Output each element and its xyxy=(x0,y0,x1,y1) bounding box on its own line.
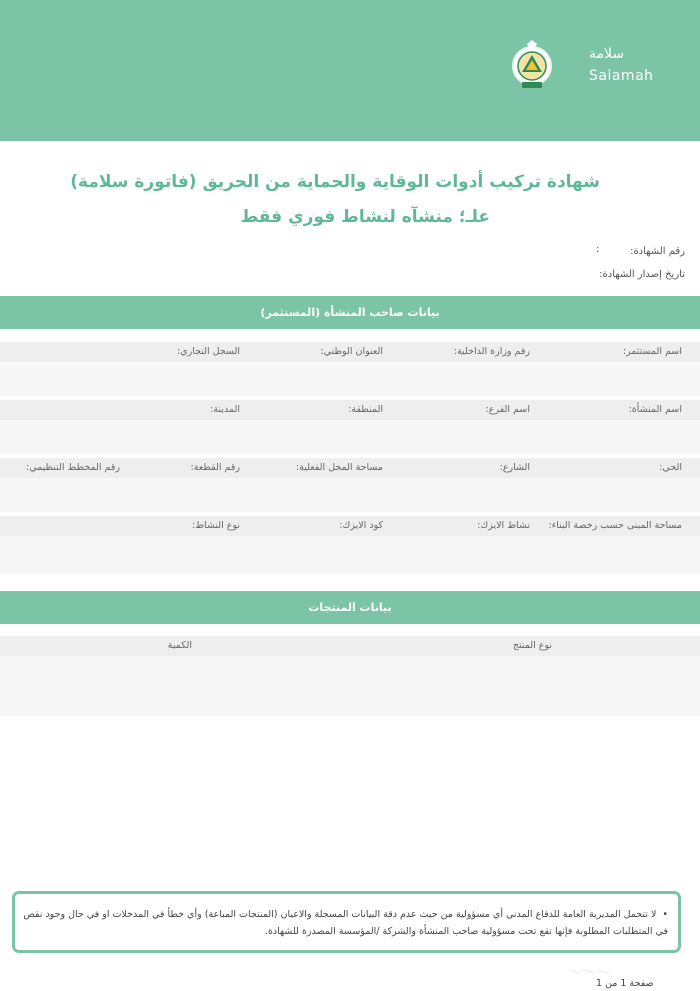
page-number: صفحة 1 من 1 xyxy=(596,978,654,989)
certificate-subtitle: علـ؛ منشآه لنشاط فوري فقط xyxy=(240,207,490,227)
brand-name-english: Salamah xyxy=(589,68,654,84)
cert-number-label: رقم الشهادة: xyxy=(630,246,685,257)
disclaimer-box xyxy=(12,891,681,953)
owner-row1-values xyxy=(0,362,700,396)
disclaimer-text: لا تتحمل المديرية العامة للدفاع المدني أي مسؤولية من حيث عدم دقة البيانات المسجلة والاعيان (المنتجات المباعة) وأي خطأ في المدخلات او في حال وجود نقص في المتطلبات المطلوبة فإنها تقع تحت مسؤولية صاحب المنشأة والشركة /المؤسسة المصدرة للشهادة. xyxy=(23,909,668,937)
owner-row2-values xyxy=(0,420,700,454)
bullet-icon: • xyxy=(662,909,668,920)
civil-defense-emblem-icon xyxy=(509,38,555,94)
watermark-icon: 〜〜〜 xyxy=(568,965,610,981)
national-address-label: العنوان الوطني: xyxy=(320,346,383,357)
header-banner xyxy=(0,0,700,141)
products-header-row xyxy=(0,636,700,656)
building-area-label: مساحة المبنى حسب رخصة البناء: xyxy=(548,520,682,531)
products-values xyxy=(0,656,700,716)
isic-code-label: كود الايزك: xyxy=(339,520,383,531)
commercial-register-label: السجل التجاري: xyxy=(176,346,240,357)
issue-date-label: تاريخ إصدار الشهادة: xyxy=(599,269,685,280)
region-label: المنطقة: xyxy=(348,404,383,415)
plot-number-label: رقم القطعة: xyxy=(190,462,240,473)
cert-number-separator: : xyxy=(596,244,600,255)
owner-row3-values xyxy=(0,478,700,512)
facility-name-label: اسم المنشأة: xyxy=(628,404,682,415)
street-label: الشارع: xyxy=(499,462,530,473)
activity-type-label: نوع النشاط: xyxy=(192,520,240,531)
city-label: المدينة: xyxy=(210,404,240,415)
district-label: الحي: xyxy=(659,462,682,473)
owner-row4-values xyxy=(0,536,700,574)
investor-name-label: اسم المستثمر: xyxy=(622,346,682,357)
actual-area-label: مساحة المحل الفعلية: xyxy=(295,462,383,473)
owner-section-heading: بيانات صاحب المنشأة (المستثمر) xyxy=(0,296,700,329)
isic-activity-label: نشاط الايزك: xyxy=(477,520,530,531)
products-section-heading: بيانات المنتجات xyxy=(0,591,700,624)
moi-number-label: رقم وزارة الداخلية: xyxy=(453,346,530,357)
plan-number-label: رقم المخطط التنظيمي: xyxy=(26,462,120,473)
disclaimer-paragraph xyxy=(23,906,668,940)
certificate-title: شهادة تركيب أدوات الوقاية والحماية من الحريق (فاتورة سلامة) xyxy=(70,172,600,192)
branch-name-label: اسم الفرع: xyxy=(485,404,530,415)
product-type-header: نوع المنتج xyxy=(512,640,552,651)
quantity-header: الكمية xyxy=(167,640,192,651)
brand-name-arabic: سلامة xyxy=(589,46,625,62)
